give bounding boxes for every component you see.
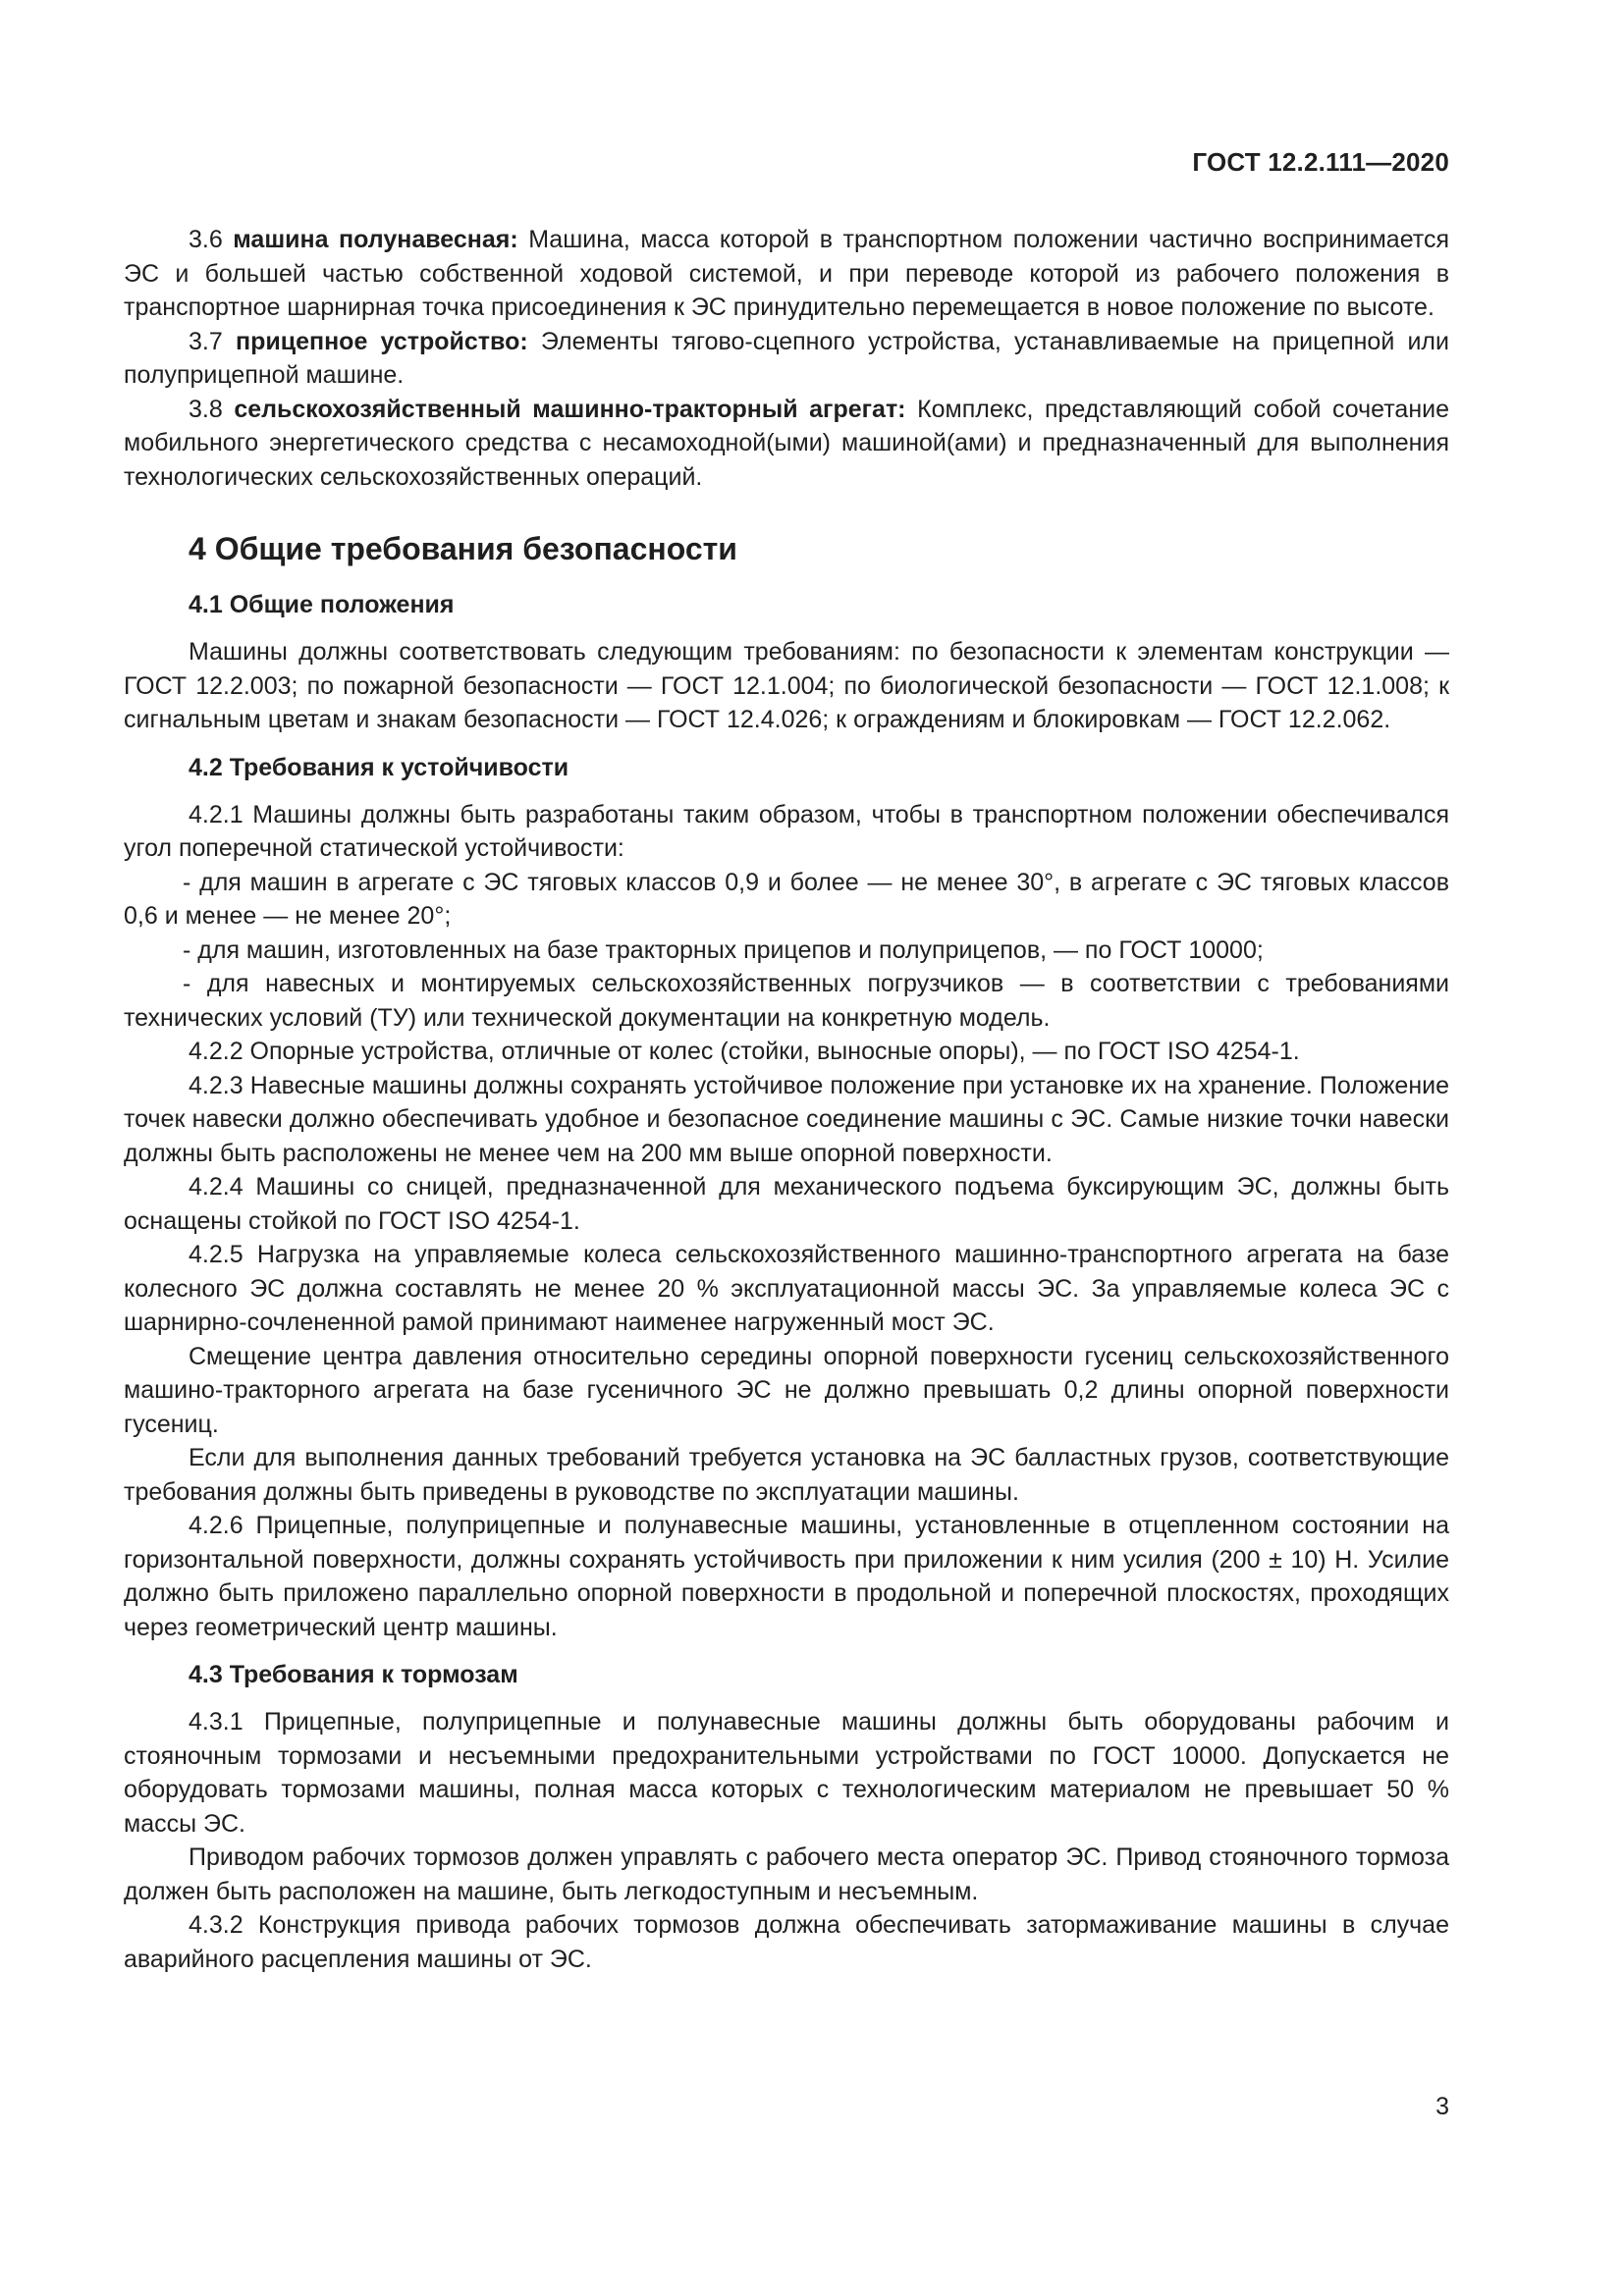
definition-number: 3.7 bbox=[189, 327, 223, 355]
paragraph-4-3-2: 4.3.2 Конструкция привода рабочих тормозов должна обеспечивать затормаживание машины в случае аварийного расцепления машины от ЭС. bbox=[124, 1911, 1449, 1973]
paragraph-4-1: Машины должны соответствовать следующим требованиям: по безопасности к элементам конструкции — ГОСТ 12.2.003; по пожарной безопасности — ГОСТ 12.1.004; по биологической безопасности — ГОСТ 12.1.008; к сигнальным цветам и знакам безопасности — ГОСТ 12.4.026; к ограждениям и блокировкам — ГОСТ 12.2.062. bbox=[124, 638, 1449, 733]
page-number: 3 bbox=[1435, 2093, 1449, 2120]
subsection-4-1-heading: 4.1 Общие положения bbox=[189, 591, 455, 618]
subsection-4-3-heading: 4.3 Требования к тормозам bbox=[189, 1661, 518, 1688]
paragraph-4-2-1: 4.2.1 Машины должны быть разработаны таким образом, чтобы в транспортном положении обеспечивался угол поперечной статической устойчивости: bbox=[124, 800, 1449, 862]
definition-number: 3.6 bbox=[189, 226, 223, 253]
definition-3-6 bbox=[124, 223, 1449, 325]
definition-number: 3.8 bbox=[189, 395, 223, 423]
paragraph-4-2-4: 4.2.4 Машины со сницей, предназначенной для механического подъема буксирующим ЭС, должны быть оснащены стойкой по ГОСТ ISO 4254-1. bbox=[124, 1173, 1449, 1235]
list-item: - для навесных и монтируемых сельскохозяйственных погрузчиков — в соответствии с требованиями технических условий (ТУ) или технической документации на конкретную модель. bbox=[124, 970, 1449, 1032]
definition-term: машина полунавесная: bbox=[233, 226, 518, 253]
document-header-id: ГОСТ 12.2.111—2020 bbox=[1192, 147, 1449, 177]
paragraph-brake-drive: Приводом рабочих тормозов должен управлять с рабочего места оператор ЭС. Привод стояночного тормоза должен быть расположен на машине, быть легкодоступным и несъемным. bbox=[124, 1843, 1449, 1905]
document-body bbox=[124, 223, 1449, 1976]
list-item: - для машин, изготовленных на базе тракторных прицепов и полуприцепов, — по ГОСТ 10000; bbox=[183, 935, 1264, 964]
definition-text: Машина, масса которой в транспортном положении частично воспринимается ЭС и большей частью собственной ходовой системой, и при переводе которой из рабочего положения в транспортное шарнирная точка присоединения к ЭС принудительно перемещается в новое положение по высоте. bbox=[124, 226, 1449, 321]
definition-text: Комплекс, представляющий собой сочетание мобильного энергетического средства с несамоходной(ыми) машиной(ами) и предназначенный для выполнения технологических сельскохозяйственных операций. bbox=[124, 395, 1449, 491]
definition-term: прицепное устройство: bbox=[235, 327, 528, 355]
paragraph-4-2-2: 4.2.2 Опорные устройства, отличные от колес (стойки, выносные опоры), — по ГОСТ ISO 4254-1. bbox=[189, 1038, 1300, 1065]
section-4-heading: 4 Общие требования безопасности bbox=[189, 531, 737, 566]
paragraph-pressure-center: Смещение центра давления относительно середины опорной поверхности гусениц сельскохозяйственного машино-тракторного агрегата на базе гусеничного ЭС не должно превышать 0,2 длины опорной поверхности гусениц. bbox=[124, 1342, 1449, 1438]
paragraph-ballast: Если для выполнения данных требований требуется установка на ЭС балластных грузов, соответствующие требования должны быть приведены в руководстве по эксплуатации машины. bbox=[124, 1444, 1449, 1506]
definition-3-7 bbox=[124, 325, 1449, 393]
paragraph-4-2-3: 4.2.3 Навесные машины должны сохранять устойчивое положение при установке их на хранение. Положение точек навески должно обеспечивать удобное и безопасное соединение машины с ЭС. Самые низкие точки навески должны быть расположены не менее чем на 200 мм выше опорной поверхности. bbox=[124, 1071, 1449, 1167]
paragraph-4-2-6: 4.2.6 Прицепные, полуприцепные и полунавесные машины, установленные в отцепленном состоянии на горизонтальной поверхности, должны сохранять устойчивость при приложении к ним усилия (200 ± 10) Н. Усилие должно быть приложено параллельно опорной поверхности в продольной и поперечной плоскостях, проходящих через геометрический центр машины. bbox=[124, 1512, 1449, 1641]
definition-term: сельскохозяйственный машинно-тракторный агрегат: bbox=[234, 395, 906, 423]
definition-text: Элементы тягово-сцепного устройства, устанавливаемые на прицепной или полуприцепной машине. bbox=[124, 327, 1449, 389]
paragraph-4-2-5: 4.2.5 Нагрузка на управляемые колеса сельскохозяйственного машинно-транспортного агрегата на базе колесного ЭС должна составлять не менее 20 % эксплуатационной массы ЭС. За управляемые колеса ЭС с шарнирно-сочлененной рамой принимают наименее нагруженный мост ЭС. bbox=[124, 1241, 1449, 1336]
list-item: - для машин в агрегате с ЭС тяговых классов 0,9 и более — не менее 30°, в агрегате с ЭС тяговых классов 0,6 и менее — не менее 20°; bbox=[124, 868, 1449, 930]
paragraph-4-3-1: 4.3.1 Прицепные, полуприцепные и полунавесные машины должны быть оборудованы рабочим и стояночным тормозами и несъемными предохранительными устройствами по ГОСТ 10000. Допускается не оборудовать тормозами машины, полная масса которых с технологическим материалом не превышает 50 % массы ЭС. bbox=[124, 1708, 1449, 1838]
definition-3-8 bbox=[124, 393, 1449, 495]
subsection-4-2-heading: 4.2 Требования к устойчивости bbox=[189, 753, 569, 781]
